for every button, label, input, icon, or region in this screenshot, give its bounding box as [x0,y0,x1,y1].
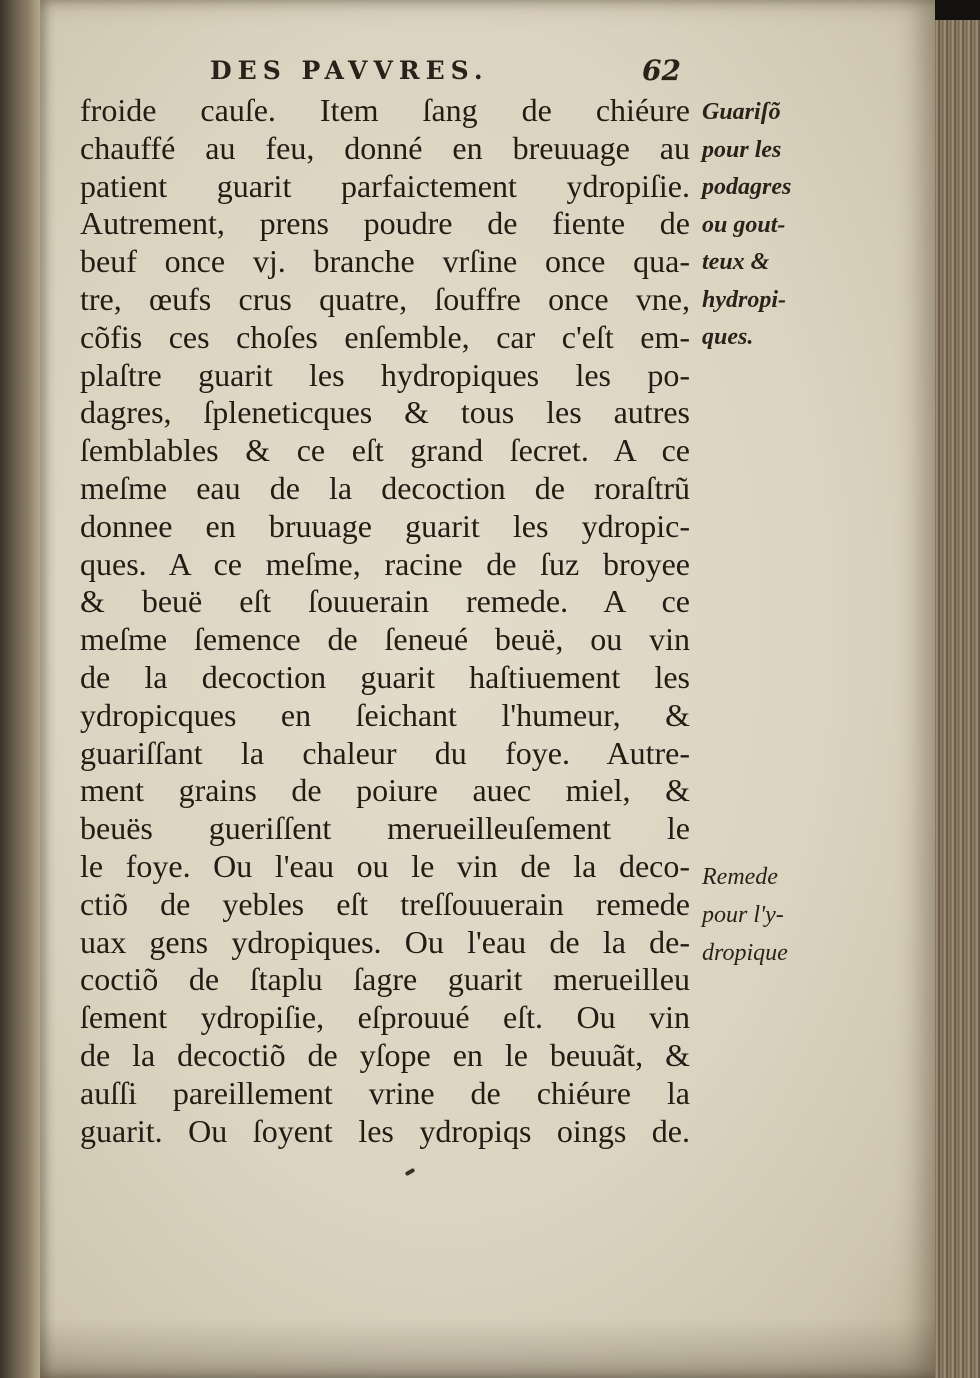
margin-note-line: dropique [702,940,788,966]
text-line: auſſi pareillement vrine de chiéure la [80,1074,690,1111]
text-line: patient guarit parfaictement ydropiſie. [80,167,690,204]
text-line: donnee en bruuage guarit les ydropic- [80,507,690,544]
page-number: 62 [642,54,681,87]
text-line: guariſſant la chaleur du foye. Autre- [80,734,690,771]
page-shadow [40,1318,935,1378]
text-line: froide cauſe. Item ſang de chiéure [80,92,690,128]
running-head: DES PAVVRES. [210,56,489,85]
margin-note-line: ques. [702,324,754,350]
text-line: ydropicques en ſeichant l'humeur, & [80,696,690,733]
text-line: cõfis ces choſes enſemble, car c'eſt em- [80,318,690,355]
margin-note-line: teux & [702,249,770,275]
text-line: uax gens ydropiques. Ou l'eau de la de- [80,923,690,960]
margin-note-line: Remede [702,864,778,890]
margin-note-line: pour l'y- [702,902,784,928]
text-line: ment grains de poiure auec miel, & [80,772,690,809]
margin-note-line: Guariſõ [702,99,781,125]
margin-note-line: pour les [702,136,782,163]
margin-note-line: podagres [702,174,792,200]
margin-note-podagres [702,94,791,357]
text-line: beuf once vj. branche vrſine once qua- [80,243,690,280]
text-line: de la decoction guarit haſtiuement les [80,658,690,695]
text-line: beuës gueriſſent merueilleuſement le [80,810,690,847]
text-line: plaſtre guarit les hydropiques les po- [80,356,690,393]
text-line: chauffé au feu, donné en breuuage au [80,129,690,166]
text-line: Autrement, prens poudre de fiente de [80,205,690,242]
body-text [80,92,690,1150]
text-line: le foye. Ou l'eau ou le vin de la deco- [80,847,690,884]
facing-page-edge [0,0,40,1378]
page-stack-edges [935,20,980,1378]
text-line: guarit. Ou ſoyent les ydropiqs oings de. [80,1112,690,1149]
text-line: ſemblables & ce eſt grand ſecret. A ce [80,432,690,469]
margin-note-ydropique [702,858,788,972]
margin-note-line: ou gout- [702,211,786,238]
text-line: ques. A ce meſme, racine de ſuz broyee [80,545,690,582]
text-line: & beuë eſt ſouuerain remede. A ce [80,583,690,620]
text-line: meſme ſemence de ſeneué beuë, ou vin [80,621,690,658]
text-line: meſme eau de la decoction de roraſtrũ [80,469,690,506]
text-line: dagres, ſpleneticques & tous les autres [80,394,690,431]
margin-note-line: hydropi- [702,286,786,313]
text-line: tre, œufs crus quatre, ſouffre once vne, [80,280,690,317]
text-line: ſement ydropiſie, eſprouué eſt. Ou vin [80,999,690,1036]
text-line: coctiõ de ſtaplu ſagre guarit merueilleu [80,961,690,998]
text-line: ctiõ de yebles eſt treſſouuerain remede [80,885,690,922]
text-line: de la decoctiõ de yſope en le beuuãt, & [80,1036,690,1073]
